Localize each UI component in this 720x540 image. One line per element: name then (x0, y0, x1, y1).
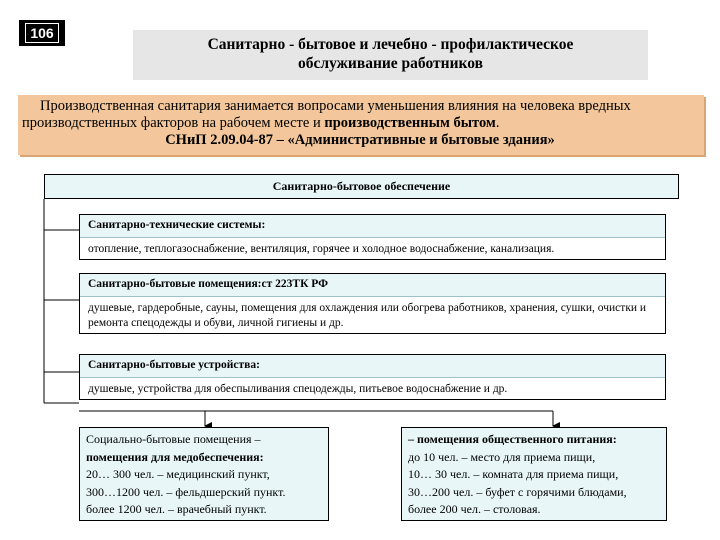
box-line: 10… 30 чел. – комната для приема пищи, (408, 467, 619, 481)
title-line-1: Санитарно - бытовое и лечебно - профилактическое (207, 36, 574, 53)
box-line-bold: помещения для медобеспечения: (86, 449, 264, 464)
box-line: Социально-бытовые помещения – (86, 432, 261, 446)
sub-box-body: отопление, теплогазоснабжение, вентиляция, горячее и холодное водоснабжение, канализация. (80, 238, 665, 259)
intro-line-2-bold: производственным бытом (324, 115, 496, 131)
slide-number: 106 (19, 20, 65, 46)
intro-line-1: Производственная санитария занимается вопросами уменьшения влияния на человека вредных (40, 98, 631, 114)
box-line: 300…1200 чел. – фельдшерский пункт. (86, 484, 286, 499)
medical-rooms-box (79, 427, 329, 521)
box-line-bold: – помещения общественного питания: (408, 432, 617, 446)
box-line: более 1200 чел. – врачебный пункт. (86, 502, 267, 516)
sub-box-body: душевые, гардеробные, сауны, помещения для охлаждения или обогрева работников, хранения, сушки, очистки и ремонта спецодежды и обуви, личной гигиены и др. (80, 297, 665, 333)
title-line-2: обслуживание работников (298, 55, 483, 72)
sub-box-head: Санитарно-бытовые помещения:ст 223ТК РФ (80, 274, 665, 297)
sanitary-devices-box (79, 354, 666, 400)
box-line: более 200 чел. – столовая. (408, 502, 541, 516)
box-line: до 10 чел. – место для приема пищи, (408, 449, 596, 464)
sub-box-head: Санитарно-технические системы: (80, 215, 665, 238)
box-line: 30…200 чел. – буфет с горячими блюдами, (408, 484, 627, 499)
sanitary-rooms-box (79, 273, 666, 334)
catering-rooms-box (401, 427, 667, 521)
sanitary-support-box: Санитарно-бытовое обеспечение (44, 174, 679, 199)
sanitary-tech-systems-box (79, 214, 666, 260)
intro-line-2-text: производственных факторов на рабочем месте и (22, 115, 325, 131)
intro-line-3: СНиП 2.09.04-87 – «Административные и бытовые здания» (165, 132, 555, 148)
sub-box-head: Санитарно-бытовые устройства: (80, 355, 665, 378)
intro-line-2-end: . (495, 115, 500, 131)
box-line: 20… 300 чел. – медицинский пункт, (86, 467, 270, 481)
sub-box-body: душевые, устройства для обеспыливания спецодежды, питьевое водоснабжение и др. (80, 378, 665, 399)
